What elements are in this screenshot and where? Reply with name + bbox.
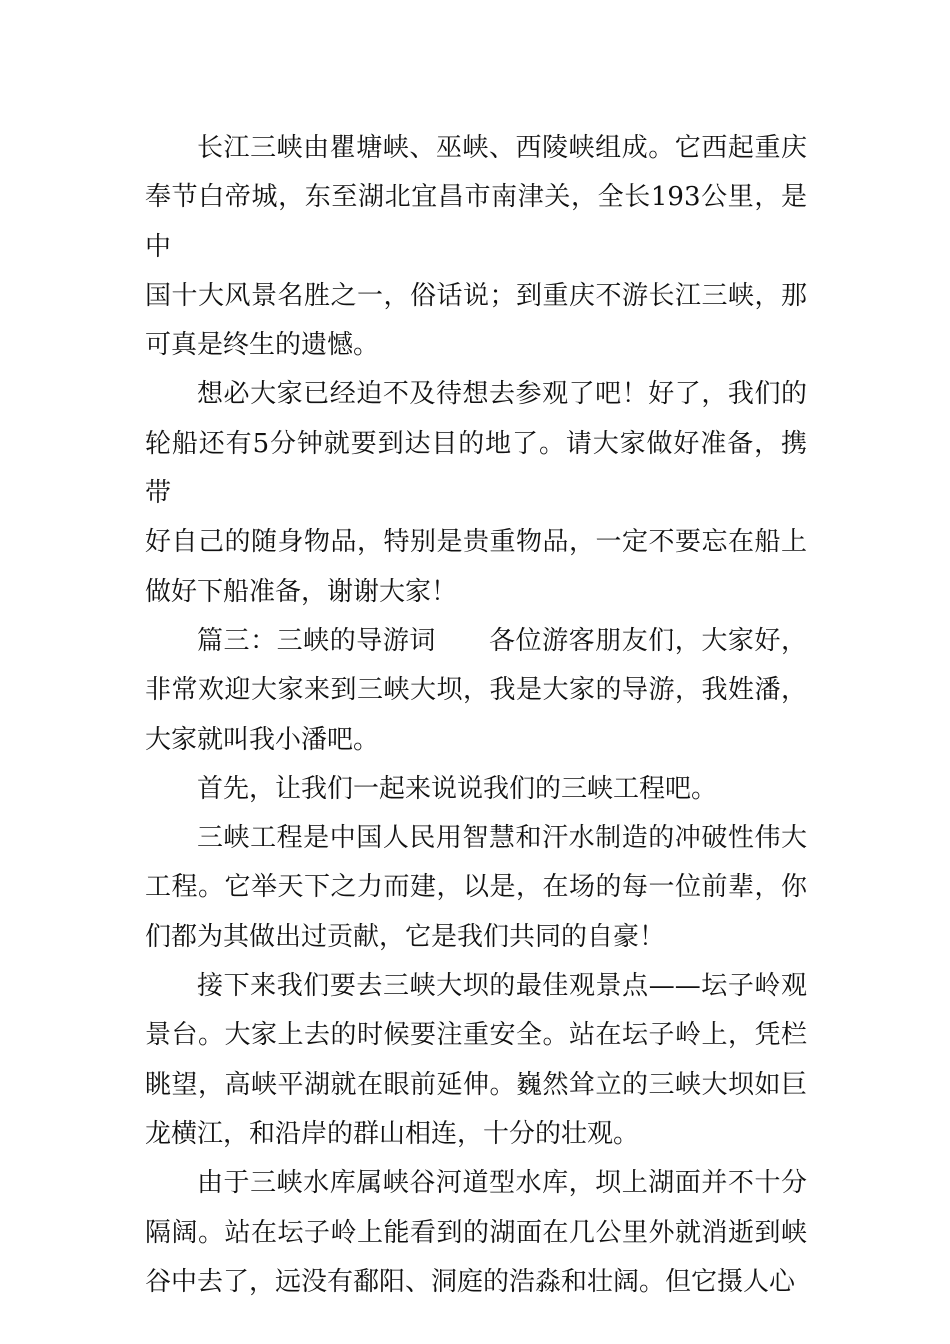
- text-line: 国十大风景名胜之一，俗话说；到重庆不游长江三峡，那: [145, 280, 807, 311]
- text-line: 景台。大家上去的时候要注重安全。站在坛子岭上，凭栏: [145, 1020, 807, 1051]
- paragraph: [145, 1159, 807, 1307]
- text-line: 篇三：三峡的导游词 各位游客朋友们，大家好，: [197, 625, 807, 656]
- text-line: 们都为其做出过贡献，它是我们共同的自豪！: [145, 921, 666, 952]
- paragraph: [145, 962, 807, 1159]
- paragraph: [145, 765, 807, 814]
- text-line: 大家就叫我小潘吧。: [145, 724, 380, 755]
- text-line: 轮船还有5分钟就要到达目的地了。请大家做好准备，携带: [145, 428, 807, 509]
- text-line: 眺望，高峡平湖就在眼前延伸。巍然耸立的三峡大坝如巨: [145, 1069, 807, 1100]
- text-line: 隔阔。站在坛子岭上能看到的湖面在几公里外就消逝到峡: [145, 1217, 807, 1248]
- text-line: 三峡工程是中国人民用智慧和汗水制造的冲破性伟大: [197, 823, 807, 854]
- text-line: 接下来我们要去三峡大坝的最佳观景点——坛子岭观: [197, 971, 807, 1002]
- document-page: [145, 124, 807, 1307]
- text-line: 由于三峡水库属峡谷河道型水库，坝上湖面并不十分: [197, 1168, 807, 1199]
- text-line: 可真是终生的遗憾。: [145, 330, 380, 361]
- text-line: 奉节白帝城，东至湖北宜昌市南津关，全长193公里，是中: [145, 182, 807, 262]
- text-line: 非常欢迎大家来到三峡大坝，我是大家的导游，我姓潘，: [145, 675, 807, 706]
- paragraph: [145, 124, 807, 370]
- text-line: 长江三峡由瞿塘峡、巫峡、西陵峡组成。它西起重庆: [197, 133, 807, 163]
- text-line: 谷中去了，远没有鄱阳、洞庭的浩淼和壮阔。但它摄人心: [145, 1266, 796, 1297]
- text-line: 做好下船准备，谢谢大家！: [145, 576, 458, 607]
- text-line: 工程。它举天下之力而建，以是，在场的每一位前辈，你: [145, 872, 807, 903]
- text-line: 首先，让我们一起来说说我们的三峡工程吧。: [197, 773, 718, 804]
- text-line: 龙横江，和沿岸的群山相连，十分的壮观。: [145, 1118, 640, 1149]
- paragraph: [145, 370, 807, 616]
- text-line: 好自己的随身物品，特别是贵重物品，一定不要忘在船上: [145, 527, 807, 558]
- paragraph: [145, 814, 807, 962]
- text-line: 想必大家已经迫不及待想去参观了吧！好了，我们的: [197, 379, 807, 410]
- paragraph: [145, 617, 807, 765]
